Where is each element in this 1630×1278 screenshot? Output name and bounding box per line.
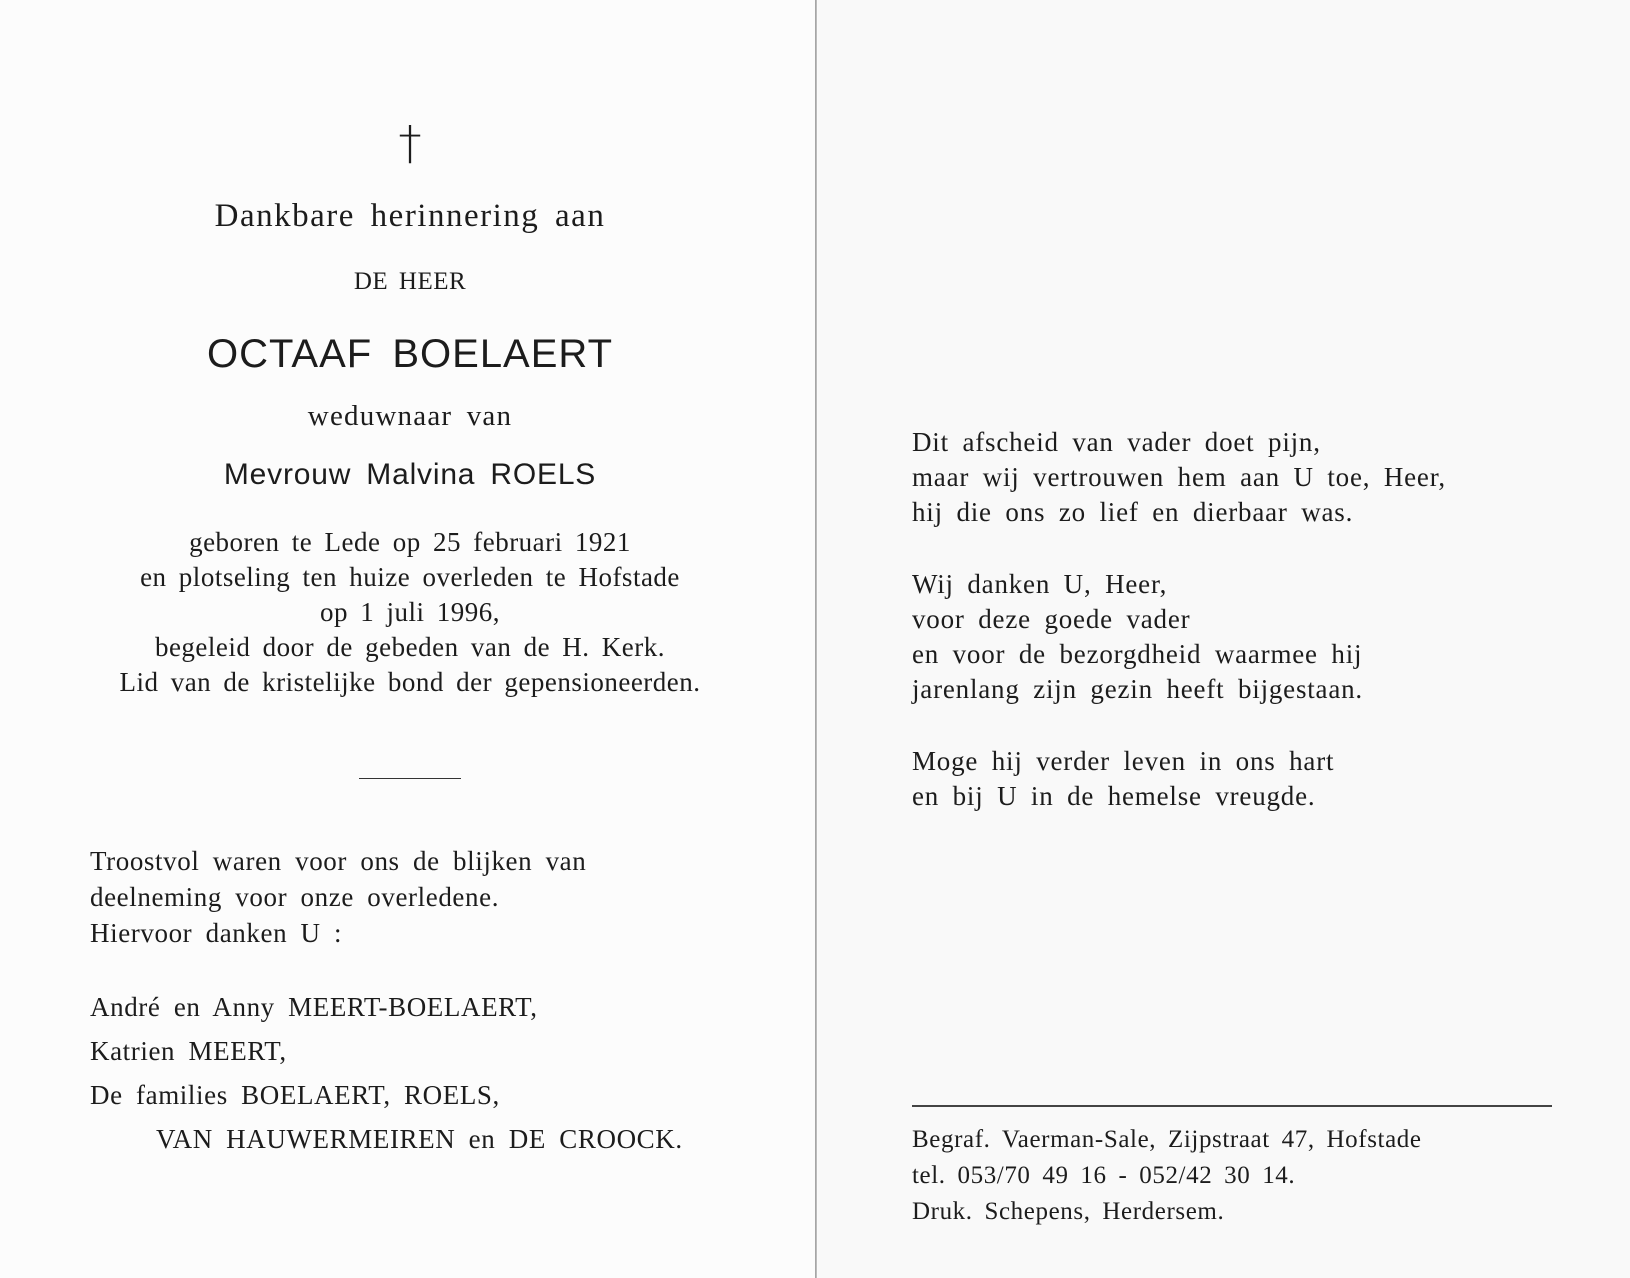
- biography: [80, 525, 740, 700]
- poem-line: en bij U in de hemelse vreugde.: [912, 781, 1316, 811]
- deceased-name: OCTAAF BOELAERT: [206, 332, 614, 376]
- thanks-text: [90, 843, 586, 951]
- poem-line: en voor de bezorgdheid waarmee hij: [912, 639, 1363, 669]
- poem-stanza-2: [912, 567, 1363, 707]
- family-line: De families BOELAERT, ROELS,: [90, 1080, 500, 1110]
- poem-line: hij die ons zo lief en dierbaar was.: [912, 497, 1354, 527]
- relation-text: weduwnaar van: [307, 400, 513, 432]
- poem-line: Wij danken U, Heer,: [912, 569, 1168, 599]
- footer-line: Begraf. Vaerman-Sale, Zijpstraat 47, Hofstade: [912, 1126, 1422, 1153]
- printer-footer: [912, 1122, 1422, 1230]
- spouse-name: Mevrouw Malvina ROELS: [223, 458, 597, 491]
- thanks-line: deelneming voor onze overledene.: [90, 882, 500, 912]
- biography-line: begeleid door de gebeden van de H. Kerk.: [154, 632, 666, 662]
- family-list: [90, 985, 683, 1161]
- footer-line: Druk. Schepens, Herdersem.: [912, 1198, 1225, 1225]
- poem-line: voor deze goede vader: [912, 604, 1191, 634]
- poem-stanza-1: [912, 425, 1446, 530]
- poem-line: Moge hij verder leven in ons hart: [912, 746, 1335, 776]
- card-fold-line: [815, 0, 817, 1278]
- biography-line: Lid van de kristelijke bond der gepensioneerden.: [119, 667, 701, 697]
- biography-line: en plotseling ten huize overleden te Hofstade: [140, 562, 680, 592]
- thanks-line: Troostvol waren voor ons de blijken van: [90, 846, 587, 876]
- poem-line: maar wij vertrouwen hem aan U toe, Heer,: [912, 462, 1446, 492]
- footer-line: tel. 053/70 49 16 - 052/42 30 14.: [912, 1162, 1296, 1189]
- poem-line: Dit afscheid van vader doet pijn,: [912, 427, 1321, 457]
- footer-rule: [912, 1105, 1552, 1107]
- poem-stanza-3: [912, 744, 1334, 814]
- intro-text: Dankbare herinnering aan: [214, 198, 606, 234]
- family-line: André en Anny MEERT-BOELAERT,: [90, 992, 538, 1022]
- biography-line: op 1 juli 1996,: [319, 597, 500, 627]
- poem-line: jarenlang zijn gezin heeft bijgestaan.: [912, 674, 1363, 704]
- biography-line: geboren te Lede op 25 februari 1921: [189, 527, 631, 557]
- family-line: VAN HAUWERMEIREN en DE CROOCK.: [156, 1124, 683, 1154]
- cross-icon: †: [398, 116, 422, 170]
- title-prefix: DE HEER: [353, 268, 467, 295]
- thanks-line: Hiervoor danken U :: [90, 918, 343, 948]
- section-divider: [359, 778, 461, 779]
- family-line: Katrien MEERT,: [90, 1036, 287, 1066]
